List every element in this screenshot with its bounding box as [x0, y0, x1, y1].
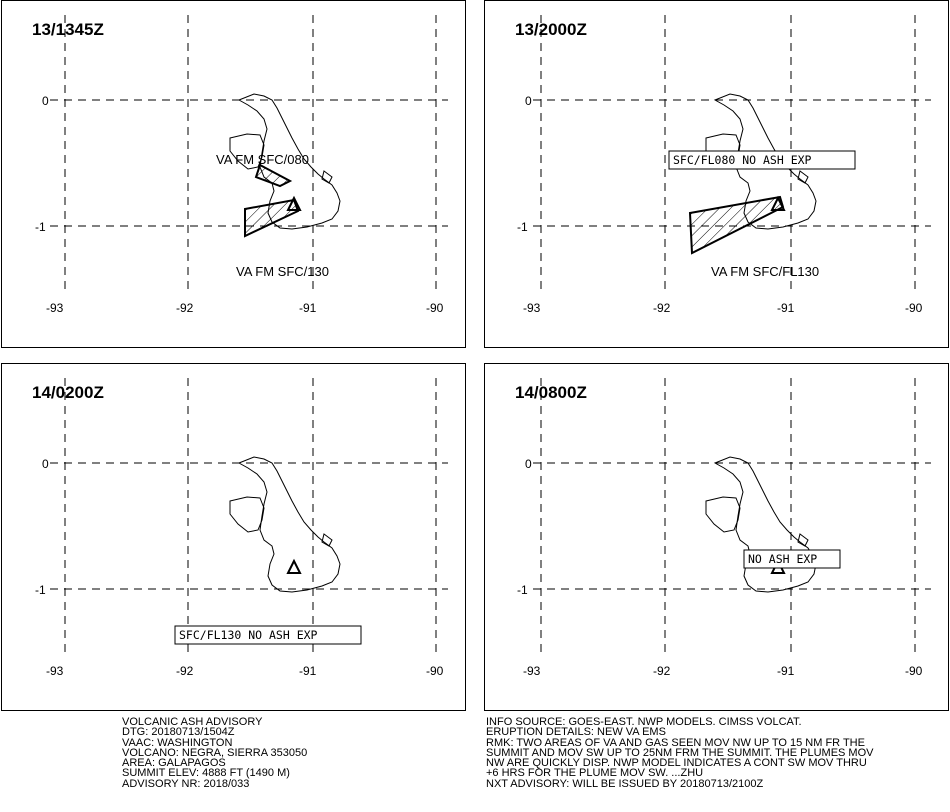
map-svg-2 — [485, 1, 948, 347]
map-svg-3 — [2, 364, 465, 710]
valid-time: 14/0800Z — [515, 383, 587, 402]
advisory-header-block — [122, 717, 307, 789]
lon-tick: -92 — [176, 301, 194, 315]
map-svg-4 — [485, 364, 948, 710]
valid-time: 13/1345Z — [32, 20, 104, 39]
lat-tick: -1 — [517, 220, 528, 234]
island-outline — [706, 457, 816, 592]
advisory-line: SUMMIT ELEV: 4888 FT (1490 M) — [122, 767, 290, 780]
lon-tick: -90 — [905, 301, 923, 315]
info-line: ERUPTION DETAILS: NEW VA EMS — [486, 726, 666, 739]
lon-tick: -93 — [46, 664, 64, 678]
info-line: +6 HRS FOR THE PLUME MOV SW. ...ZHU — [486, 767, 704, 780]
advisory-line: ADVISORY NR: 2018/033 — [122, 777, 250, 790]
advisory-line: VOLCANIC ASH ADVISORY — [122, 716, 263, 728]
lon-tick: -91 — [777, 664, 795, 678]
lon-tick: -92 — [653, 301, 671, 315]
lon-tick: -92 — [653, 664, 671, 678]
lat-tick: -1 — [35, 583, 46, 597]
ash-label: SFC/FL130 NO ASH EXP — [179, 628, 318, 642]
grid-lines — [533, 378, 931, 656]
ash-label: VA FM SFC/080 — [216, 152, 309, 167]
ash-label: SFC/FL080 NO ASH EXP — [673, 153, 812, 167]
info-line: NW ARE QUICKLY DISP. NWP MODEL INDICATES A CONT SW MOV THRU — [486, 757, 867, 770]
lat-tick: 0 — [525, 457, 532, 471]
lat-tick: -1 — [517, 583, 528, 597]
map-panel-1 — [1, 0, 466, 348]
info-line: RMK: TWO AREAS OF VA AND GAS SEEN MOV NW UP TO 15 NM FR THE — [486, 736, 865, 749]
lon-tick: -93 — [523, 301, 541, 315]
lon-tick: -93 — [523, 664, 541, 678]
ash-area-polygon — [690, 197, 783, 253]
lat-tick: -1 — [35, 220, 46, 234]
lon-tick: -92 — [176, 664, 194, 678]
volcano-triangle-icon — [288, 561, 300, 573]
map-svg-1 — [2, 1, 465, 347]
lon-tick: -91 — [777, 301, 795, 315]
valid-time: 14/0200Z — [32, 383, 104, 402]
lon-tick: -93 — [46, 301, 64, 315]
map-panel-3 — [1, 363, 466, 711]
island-outline — [230, 457, 340, 592]
lon-tick: -90 — [426, 664, 444, 678]
lon-tick: -90 — [426, 301, 444, 315]
lon-tick: -91 — [299, 301, 317, 315]
lon-tick: -91 — [299, 664, 317, 678]
lat-tick: 0 — [525, 94, 532, 108]
lat-tick: 0 — [42, 94, 49, 108]
lon-tick: -90 — [905, 664, 923, 678]
ash-label: VA FM SFC/130 — [236, 264, 329, 279]
ash-label: VA FM SFC/FL130 — [711, 264, 820, 279]
advisory-line: DTG: 20180713/1504Z — [122, 726, 235, 739]
advisory-line: VOLCANO: NEGRA, SIERRA 353050 — [122, 746, 308, 759]
map-panel-4 — [484, 363, 949, 711]
ash-label: NO ASH EXP — [748, 552, 818, 566]
info-line: NXT ADVISORY: WILL BE ISSUED BY 20180713/2100Z — [486, 777, 764, 790]
advisory-line: AREA: GALAPAGOS — [122, 757, 226, 770]
advisory-line: VAAC: WASHINGTON — [122, 736, 233, 749]
advisory-info-block — [486, 717, 874, 789]
info-line: INFO SOURCE: GOES-EAST. NWP MODELS. CIMSS VOLCAT. — [486, 716, 802, 728]
lat-tick: 0 — [42, 457, 49, 471]
info-line: SUMMIT AND MOV SW UP TO 25NM FRM THE SUMMIT. THE PLUMES MOV — [486, 746, 874, 759]
valid-time: 13/2000Z — [515, 20, 587, 39]
ash-area-polygon — [256, 165, 290, 186]
map-panel-2 — [484, 0, 949, 348]
grid-lines — [50, 378, 448, 656]
